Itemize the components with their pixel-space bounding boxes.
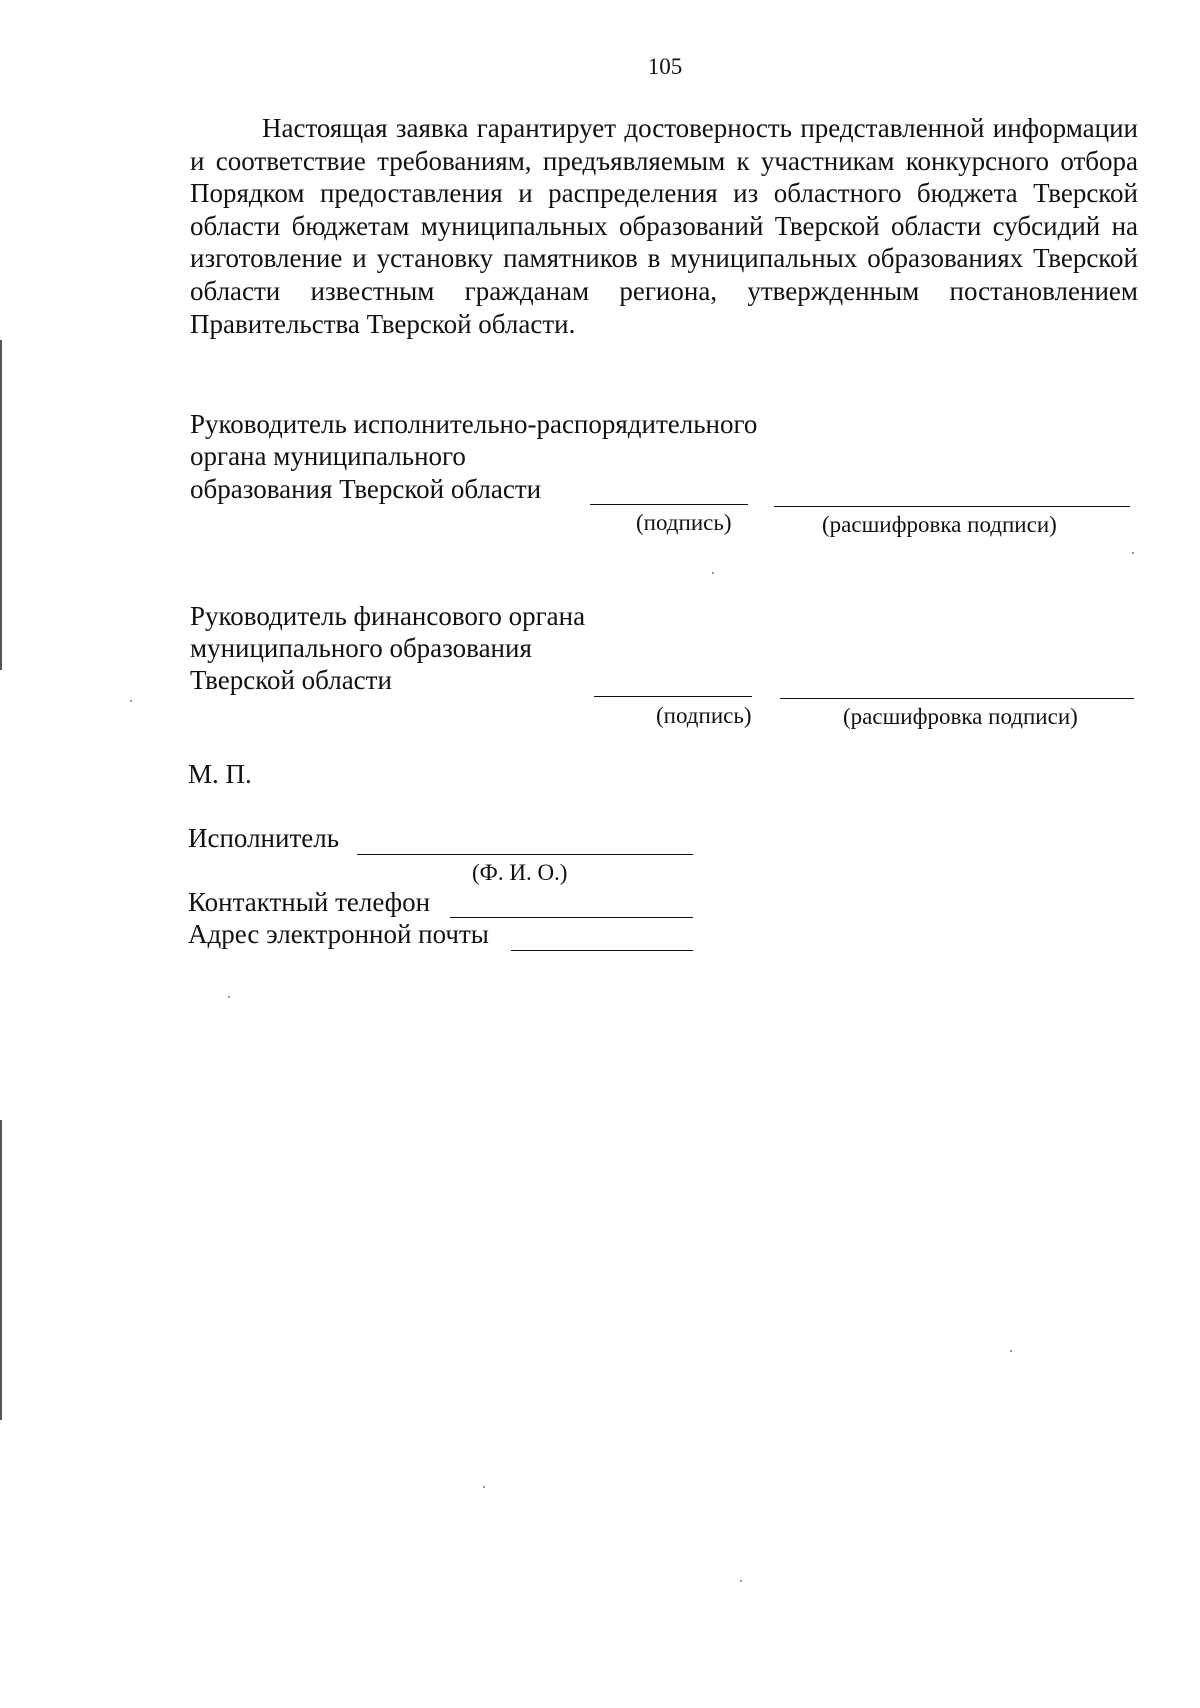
guarantee-paragraph: Настоящая заявка гарантирует достоверность представленной информации и соответствие требованиям, предъявляемым к участникам конкурсного отбора Порядком предоставления и распределения из областного бюджета Тверской области бюджетам муниципальных образований Тверской области субсидий на изготовление и установку памятников в муниципальных образованиях Тверской области известным гражданам региона, утвержденным постановлением Правительства Тверской области.: [190, 113, 1138, 339]
signature-caption: (подпись): [636, 510, 732, 535]
scan-speck: [483, 1486, 485, 1488]
email-line[interactable]: [511, 950, 693, 951]
scan-speck: [1010, 1350, 1012, 1352]
email-label: Адрес электронной почты: [188, 919, 489, 949]
scan-speck: [1132, 552, 1134, 554]
executor-label: Исполнитель: [188, 823, 340, 853]
block1-line2: органа муниципального: [190, 441, 466, 471]
decoding-line[interactable]: [780, 698, 1134, 699]
scan-speck: [130, 700, 132, 702]
phone-label: Контактный телефон: [188, 887, 431, 917]
decoding-caption: (расшифровка подписи): [822, 512, 1057, 537]
block1-line1: Руководитель исполнительно-распорядительного: [190, 409, 758, 439]
scan-speck: [228, 996, 230, 998]
block1-line3: образования Тверской области: [190, 474, 542, 504]
scan-speck: [740, 1580, 742, 1582]
scan-speck: [712, 572, 714, 574]
decoding-caption: (расшифровка подписи): [843, 704, 1078, 729]
scan-edge-mark: [0, 340, 2, 670]
block2-line1: Руководитель финансового органа: [190, 601, 586, 631]
stamp-place: М. П.: [188, 759, 252, 789]
scan-edge-mark: [0, 1120, 2, 1420]
executor-name-caption: (Ф. И. О.): [472, 860, 568, 885]
decoding-line[interactable]: [774, 506, 1130, 507]
signature-line[interactable]: [594, 696, 752, 697]
signature-caption: (подпись): [656, 703, 752, 728]
signature-line[interactable]: [590, 504, 748, 505]
page-number: 105: [647, 54, 683, 79]
block2-line3: Тверской области: [190, 665, 392, 695]
executor-name-line[interactable]: [357, 854, 693, 855]
block2-line2: муниципального образования: [190, 633, 532, 663]
